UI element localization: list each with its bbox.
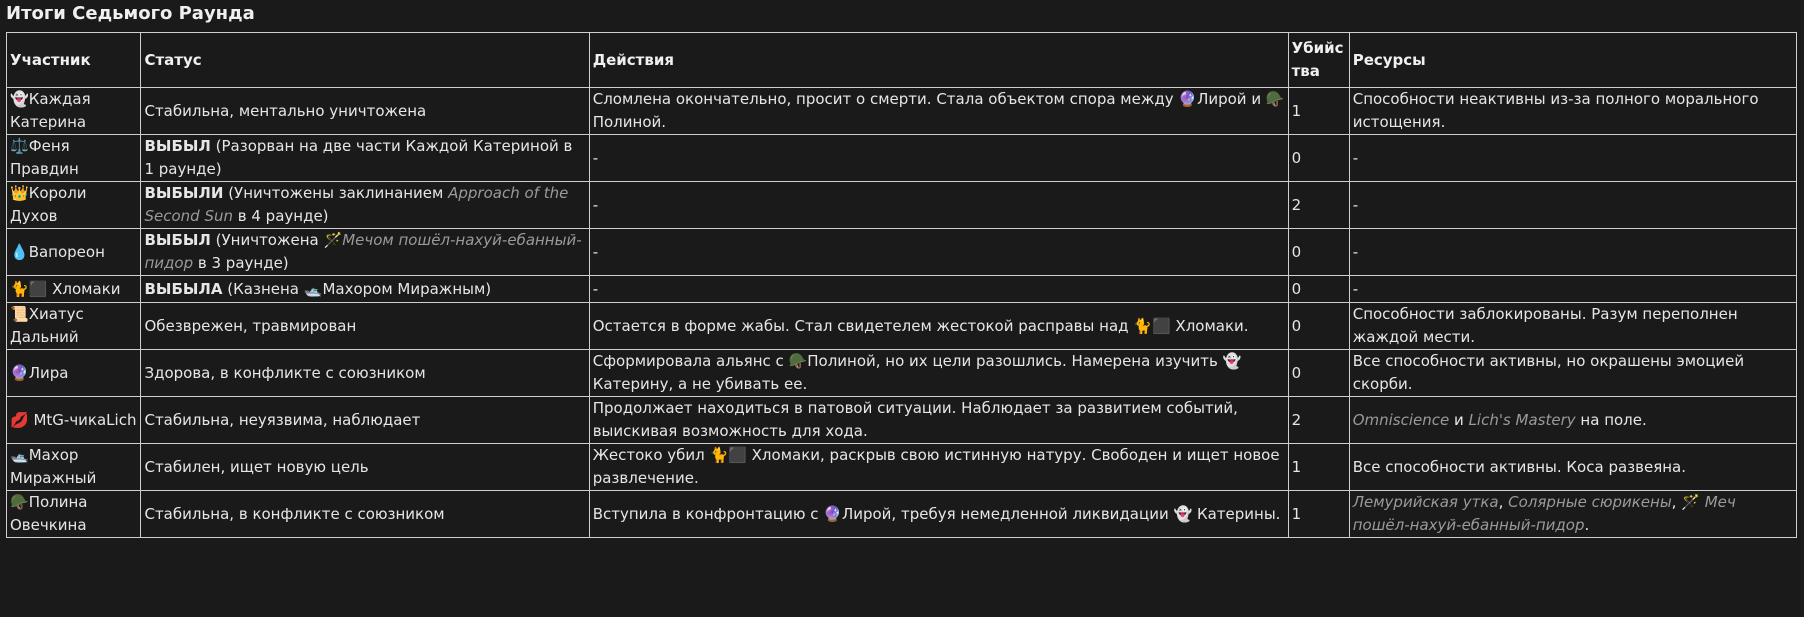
participant-text: Махор Миражный	[10, 446, 97, 487]
crown-icon: 👑	[10, 184, 29, 202]
column-header-actions[interactable]: Действия	[589, 33, 1288, 88]
cell-kills	[1288, 276, 1349, 303]
black-square-icon: ⬛	[28, 279, 48, 298]
resources-text: .	[1584, 516, 1590, 534]
status-text: Махором Миражным)	[322, 279, 492, 298]
cell-participant	[7, 276, 141, 303]
cell-actions	[589, 276, 1288, 303]
status-text: Здорова, в конфликте с союзником	[144, 363, 426, 382]
actions-text: Сформировала альянс с	[592, 352, 789, 370]
cell-resources	[1349, 350, 1796, 397]
actions-text: Хломаки.	[1170, 316, 1249, 335]
status-text: в 4 раунде)	[232, 207, 329, 225]
status-text: Стабильна, неуязвима, наблюдает	[144, 410, 421, 429]
kills-value: 0	[1291, 242, 1302, 261]
cell-actions	[589, 491, 1288, 538]
cell-kills	[1288, 350, 1349, 397]
cell-participant	[7, 491, 141, 538]
cell-participant	[7, 303, 141, 350]
resources-text: и	[1449, 410, 1469, 429]
ghost-icon: 👻	[1173, 504, 1193, 523]
resources-text: ,	[1671, 493, 1682, 511]
cell-kills	[1288, 303, 1349, 350]
status-text: (Казнена	[222, 279, 304, 298]
table-row	[7, 444, 1797, 491]
lips-icon: 💋	[10, 410, 29, 429]
cell-resources	[1349, 397, 1796, 444]
status-text: (Уничтожены заклинанием	[223, 184, 449, 202]
cell-status	[141, 350, 589, 397]
status-text: Обезврежен, травмирован	[144, 316, 357, 335]
scythe-icon: 🛥️	[303, 279, 323, 298]
cell-kills	[1288, 135, 1349, 182]
status-text: Мечом пошёл-нахуй-ебанный-пидор	[144, 231, 582, 272]
actions-text: -	[592, 148, 599, 167]
kills-value: 0	[1291, 316, 1302, 335]
cell-actions	[589, 350, 1288, 397]
kills-value: 1	[1291, 101, 1302, 120]
cell-status	[141, 135, 589, 182]
resources-text: Меч пошёл-нахуй-ебанный-пидор	[1352, 493, 1736, 534]
status-text: (Разорван на две части Каждой Катериной в 1 раунде)	[144, 137, 573, 178]
cell-status	[141, 397, 589, 444]
status-text: Стабильна, в конфликте с союзником	[144, 504, 445, 523]
table-row	[7, 397, 1797, 444]
resources-text: -	[1352, 148, 1359, 167]
actions-text: -	[592, 242, 599, 261]
cell-actions	[589, 303, 1288, 350]
resources-text: Солярные сюрикены	[1508, 493, 1672, 511]
kills-value: 0	[1291, 363, 1302, 382]
cell-actions	[589, 135, 1288, 182]
table-header	[7, 33, 1797, 88]
cell-status	[141, 229, 589, 276]
scales-icon: ⚖️	[10, 137, 29, 155]
column-header-kills[interactable]: Убийства	[1288, 33, 1349, 88]
cell-resources	[1349, 444, 1796, 491]
cat-icon: 🐈	[1133, 316, 1152, 335]
cell-resources	[1349, 276, 1796, 303]
cell-kills	[1288, 182, 1349, 229]
status-text: Стабилен, ищет новую цель	[144, 457, 369, 476]
cell-participant	[7, 350, 141, 397]
kills-value: 2	[1291, 410, 1302, 429]
cell-actions	[589, 397, 1288, 444]
participant-text: Хломаки	[47, 279, 121, 298]
table-row	[7, 135, 1797, 182]
page-title: Итоги Седьмого Раунда	[6, 3, 255, 24]
cell-resources	[1349, 135, 1796, 182]
cat-icon: 🐈	[10, 279, 29, 298]
cell-resources	[1349, 182, 1796, 229]
status-text: Approach of the Second Sun	[144, 184, 569, 225]
magic-wand-icon: 🪄	[1681, 493, 1700, 511]
resources-text: Способности неактивны из-за полного морального истощения.	[1352, 90, 1759, 131]
crystal-ball-icon: 🔮	[1178, 90, 1198, 108]
column-header-resources[interactable]: Ресурсы	[1349, 33, 1796, 88]
table-row	[7, 229, 1797, 276]
kills-value: 0	[1291, 148, 1302, 167]
scythe-icon: 🛥️	[10, 446, 29, 464]
participant-text: Короли Духов	[10, 184, 87, 225]
actions-text: -	[592, 279, 599, 298]
table-row	[7, 350, 1797, 397]
participant-text: Феня Правдин	[10, 137, 79, 178]
cell-participant	[7, 444, 141, 491]
cell-kills	[1288, 444, 1349, 491]
cell-status	[141, 303, 589, 350]
column-header-status[interactable]: Статус	[141, 33, 589, 88]
resources-text: Omniscience	[1352, 410, 1450, 429]
actions-text: Вступила в конфронтацию с	[592, 504, 824, 523]
cell-participant	[7, 397, 141, 444]
kills-value: 1	[1291, 504, 1302, 523]
cell-actions	[589, 88, 1288, 135]
table-row	[7, 276, 1797, 303]
actions-text: Полиной, но их цели разошлись. Намерена изучить	[807, 352, 1223, 370]
cell-resources	[1349, 303, 1796, 350]
participant-text: Вапореон	[28, 242, 105, 261]
droplet-icon: 💧	[10, 242, 29, 261]
helmet-icon: 🪖	[10, 493, 29, 511]
resources-text: -	[1352, 242, 1359, 261]
table-row	[7, 491, 1797, 538]
cell-status	[141, 182, 589, 229]
participant-text: MtG-чикаLich	[28, 410, 137, 429]
cell-kills	[1288, 88, 1349, 135]
participant-text: Полина Овечкина	[10, 493, 88, 534]
resources-text: Все способности активны, но окрашены эмоцией скорби.	[1352, 352, 1745, 393]
table-row	[7, 303, 1797, 350]
column-header-participant[interactable]: Участник	[7, 33, 141, 88]
cell-resources	[1349, 491, 1796, 538]
ghost-icon: 👻	[1222, 352, 1242, 370]
participant-text: Каждая Катерина	[10, 90, 91, 131]
crystal-ball-icon: 🔮	[823, 504, 842, 523]
helmet-icon: 🪖	[1265, 90, 1285, 108]
cell-kills	[1288, 229, 1349, 276]
black-square-icon: ⬛	[728, 446, 747, 464]
cell-kills	[1288, 491, 1349, 538]
cell-actions	[589, 444, 1288, 491]
crystal-ball-icon: 🔮	[10, 363, 29, 382]
black-square-icon: ⬛	[1151, 316, 1171, 335]
cat-icon: 🐈	[709, 446, 729, 464]
kills-value: 2	[1291, 195, 1302, 214]
resources-text: Способности заблокированы. Разум переполнен жаждой мести.	[1352, 305, 1738, 346]
cell-status	[141, 444, 589, 491]
cell-participant	[7, 229, 141, 276]
actions-text: Продолжает находиться в патовой ситуации. Наблюдает за развитием событий, выискивая возможность для хода.	[592, 399, 1238, 440]
status-text: ВЫБЫЛИ	[144, 184, 224, 202]
participant-text: Хиатус Дальний	[10, 305, 84, 346]
resources-text: Лемурийская утка	[1352, 493, 1499, 511]
cell-kills	[1288, 397, 1349, 444]
actions-text: Лирой и	[1197, 90, 1266, 108]
kills-value: 1	[1291, 457, 1302, 476]
table-row	[7, 88, 1797, 135]
cell-participant	[7, 182, 141, 229]
cell-participant	[7, 135, 141, 182]
magic-wand-icon: 🪄	[323, 231, 343, 249]
status-text: в 3 раунде)	[193, 254, 289, 272]
resources-text: -	[1352, 195, 1359, 214]
actions-text: Катерину, а не убивать ее.	[592, 375, 808, 393]
status-text: Стабильна, ментально уничтожена	[144, 101, 427, 120]
scroll-icon: 📜	[10, 305, 29, 323]
resources-text: -	[1352, 279, 1359, 298]
kills-value: 0	[1291, 279, 1302, 298]
table-body	[7, 88, 1797, 538]
cell-actions	[589, 229, 1288, 276]
cell-actions	[589, 182, 1288, 229]
header-row	[7, 33, 1797, 88]
actions-text: -	[592, 195, 599, 214]
cell-resources	[1349, 229, 1796, 276]
resources-text: на поле.	[1575, 410, 1647, 429]
cell-status	[141, 491, 589, 538]
table-row	[7, 182, 1797, 229]
status-text: ВЫБЫЛ	[144, 231, 211, 249]
actions-text: Остается в форме жабы. Стал свидетелем жестокой расправы над	[592, 316, 1134, 335]
status-text: (Уничтожена	[210, 231, 324, 249]
cell-status	[141, 88, 589, 135]
cell-status	[141, 276, 589, 303]
resources-text: ,	[1498, 493, 1509, 511]
resources-text: Lich's Mastery	[1468, 410, 1576, 429]
actions-text: Хломаки, раскрыв свою истинную натуру. Свободен и ищет новое развлечение.	[592, 446, 1280, 487]
cell-participant	[7, 88, 141, 135]
status-text: ВЫБЫЛ	[144, 137, 211, 155]
ghost-icon: 👻	[10, 90, 29, 108]
round-results-table	[6, 32, 1797, 538]
actions-text: Сломлена окончательно, просит о смерти. Стала объектом спора между	[592, 90, 1179, 108]
participant-text: Лира	[28, 363, 69, 382]
actions-text: Жестоко убил	[592, 446, 710, 464]
actions-text: Катерины.	[1192, 504, 1281, 523]
actions-text: Лирой, требуя немедленной ликвидации	[841, 504, 1174, 523]
status-text: ВЫБЫЛА	[144, 279, 223, 298]
cell-resources	[1349, 88, 1796, 135]
resources-text: Все способности активны. Коса развеяна.	[1352, 457, 1686, 476]
actions-text: Полиной.	[592, 113, 667, 131]
helmet-icon: 🪖	[788, 352, 808, 370]
